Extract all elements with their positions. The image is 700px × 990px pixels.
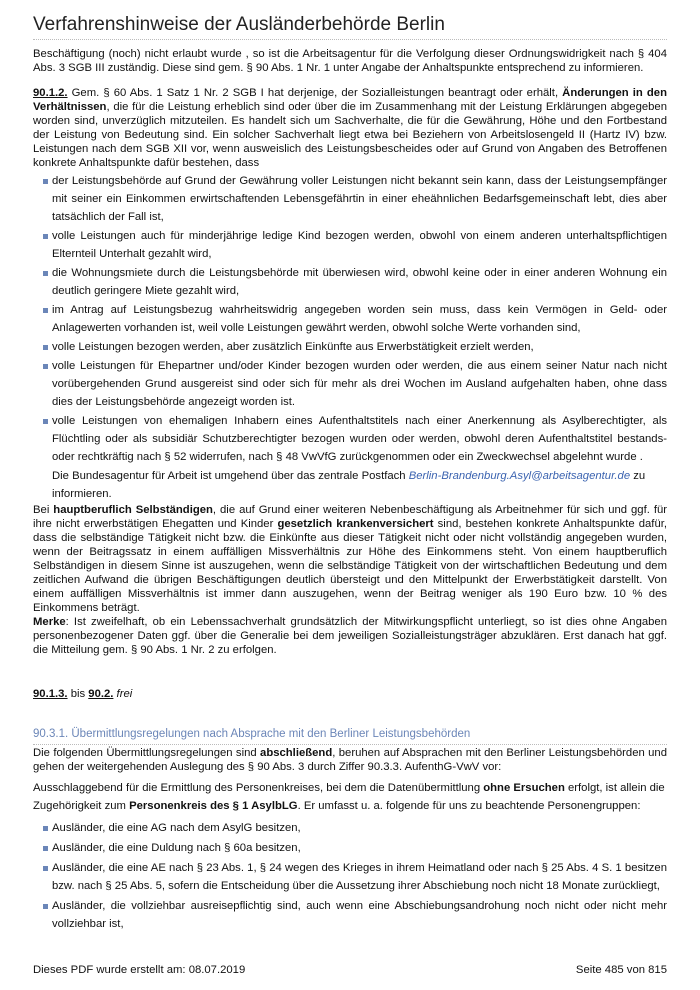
page-number: Seite 485 von 815 xyxy=(575,964,667,976)
document-page xyxy=(33,0,667,935)
list-item: volle Leistungen für Ehepartner und/oder Kinder bezogen wurden oder werden, die aus einem seiner Natur nach nicht vorübergehenden Grund ausgereist sind oder sich für mehr als drei Wochen im Ausland aufgehalten haben, ohne dass dies der Leistungsbehörde angezeigt worden ist. xyxy=(43,357,667,411)
bullet-icon xyxy=(43,271,48,276)
bullet-icon xyxy=(43,866,48,871)
list-item: im Antrag auf Leistungsbezug wahrheitswidrig angegeben worden sein muss, dass kein Vermögen in Geld- oder Anlagewerten vorhanden ist, weil volle Leistungen gewährt werden, obwohl solche Werte vorhanden sind, xyxy=(43,301,667,337)
section-90-1-3: 90.1.3. bis 90.2. frei xyxy=(33,688,133,700)
bullet-icon xyxy=(43,826,48,831)
list-item: die Wohnungsmiete durch die Leistungsbehörde mit überwiesen wird, obwohl keine oder in einer anderen Wohnung ein deutlich geringere Miete gezahlt wird, xyxy=(43,264,667,300)
section-ref: 90.1.2. xyxy=(33,87,68,99)
section-90-3-1-intro: Die folgenden Übermittlungsregelungen sind abschließend, beruhen auf Absprachen mit den Berliner Leistungsbehörden und gehen der weitergehenden Auslegung des § 90 Abs. 3 durch Ziffer 90.3.3. AufenthG-VwV vor: xyxy=(33,747,667,773)
bullet-icon xyxy=(43,234,48,239)
personengruppen-list xyxy=(33,819,667,933)
list-item: Ausländer, die eine AG nach dem AsylG besitzen, xyxy=(43,819,667,837)
list-item: der Leistungsbehörde auf Grund der Gewährung voller Leistungen nicht bekannt sein kann, dass der Leistungsempfänger mit seiner ein Einkommen erwirtschaftenden Lebensgefährtin in einer eheähnlichen Bedarfsgemeinschaft lebt, dies aber tatsächlich der Fall ist, xyxy=(43,172,667,226)
created-date: Dieses PDF wurde erstellt am: 08.07.2019 xyxy=(33,964,246,976)
bullet-icon xyxy=(43,904,48,909)
intro-paragraph: Beschäftigung (noch) nicht erlaubt wurde , so ist die Arbeitsagentur für die Verfolgung dieser Ordnungswidrigkeit nach § 404 Abs. 3 SGB III zuständig. Diese sind gem. § 90 Abs. 1 Nr. 1 unter Angabe der Anhaltspunkte entsprechend zu informieren. xyxy=(33,48,667,74)
list-item: Ausländer, die eine Duldung nach § 60a besitzen, xyxy=(43,839,667,857)
section-heading-90-3-1: 90.3.1. Übermittlungsregelungen nach Absprache mit den Berliner Leistungsbehörden xyxy=(33,727,667,745)
list-item: Ausländer, die vollziehbar ausreisepflichtig sind, auch wenn eine Abschiebungsandrohung noch nicht oder nicht mehr vollziehbar ist, xyxy=(43,897,667,933)
bullet-icon xyxy=(43,846,48,851)
email-link[interactable]: Berlin-Brandenburg.Asyl@arbeitsagentur.de xyxy=(408,470,631,482)
bullet-icon xyxy=(43,419,48,424)
selbstaendige-paragraph: Bei hauptberuflich Selbständigen, die auf Grund einer weiteren Nebenbeschäftigung als Arbeitnehmer für sich und ggf. für ihre nicht erwerbstätigen Ehegatten und Kinder gesetzlich krankenversichert sind, bestehen konkrete Anhaltspunkte dafür, dass die selbständige Tätigkeit nicht bzw. die Einkünfte aus dieser Tätigkeit nicht oder nicht vollständig angegeben wurden, wenn der Beitragssatz in einem auffälligen Missverhältnis zur Höhe des Einkommens steht. Von einem hauptberuflich Selbständigen in diesem Sinne ist auszugehen, wenn die selbständige Tätigkeit von der wirtschaftlichen Bedeutung und dem zeitlichen Aufwand die übrigen Beschäftigungen deutlich übersteigt und den Mittelpunkt der Erwerbstätigkeit darstellt. Von einem auffälligen Missverhältnis ist immer dann auszugehen, wenn der Beitrag weniger als 190 Euro bzw. 10 % des Einkommens beträgt. xyxy=(33,504,667,614)
personenkreis-paragraph: Ausschlaggebend für die Ermittlung des Personenkreises, bei dem die Datenübermittlung ohne Ersuchen erfolgt, ist allein die Zugehörigkeit zum Personenkreis des § 1 AsylbLG. Er umfasst u. a. folgende für uns zu beachtende Personengruppen: xyxy=(33,782,665,812)
list-item: volle Leistungen von ehemaligen Inhabern eines Aufenthaltstitels nach einer Anerkennung als Asylberechtigter, als Flüchtling oder als subsidiär Schutzberechtigter bezogen wurden oder werden, obwohl deren Aufenthaltstitel bestands- oder rechtkräftig nach § 52 widerrufen, nach § 48 VwVfG zurückgenommen oder ein Zweckwechsel abgelehnt wurde . xyxy=(43,412,667,466)
conditions-list xyxy=(33,172,667,503)
bullet-icon xyxy=(43,345,48,350)
page-title: Verfahrenshinweise der Ausländerbehörde Berlin xyxy=(33,13,667,40)
bullet-icon xyxy=(43,179,48,184)
list-item: volle Leistungen auch für minderjährige ledige Kind bezogen werden, obwohl von einem anderen unterhaltspflichtigen Elternteil Unterhalt gezahlt wird, xyxy=(43,227,667,263)
page-footer xyxy=(33,964,667,976)
section-90-1-2: 90.1.2. Gem. § 60 Abs. 1 Satz 1 Nr. 2 SGB I hat derjenige, der Sozialleistungen beantragt oder erhält, Änderungen in den Verhältnissen, die für die Leistung erheblich sind oder über die im Zusammenhang mit der Leistung Erklärungen abgegeben worden sind, unverzüglich mitzuteilen. Es handelt sich um Sachverhalte, die für die Gewährung, Höhe und den Fortbestand der Leistung von Bedeutung sind. Ein solcher Sachverhalt liegt etwa bei Beziehern von Arbeitslosengeld II (Hartz IV) bzw. Leistungen nach dem SGB XII vor, wenn ausweislich des Leistungsbescheides oder auf Grund von Angaben des Betroffenen konkrete Anhaltspunkte dafür bestehen, dass xyxy=(33,87,667,169)
agency-note: Die Bundesagentur für Arbeit ist umgehend über das zentrale Postfach Berlin-Brandenburg.Asyl@arbeitsagentur.de zu informieren. xyxy=(52,470,646,500)
merke-paragraph: Merke: Ist zweifelhaft, ob ein Lebenssachverhalt grundsätzlich der Mitwirkungspflicht unterliegt, so ist dies ohne Angaben personenbezogener Daten ggf. über die Generalie bei dem jeweiligen Sozialleistungsträger abzuklären. Erst danach hat ggf. die Mitteilung gem. § 90 Abs. 1 Nr. 2 zu erfolgen. xyxy=(33,616,667,656)
list-item: volle Leistungen bezogen werden, aber zusätzlich Einkünfte aus Erwerbstätigkeit erzielt werden, xyxy=(43,338,667,356)
bullet-icon xyxy=(43,364,48,369)
bullet-icon xyxy=(43,308,48,313)
list-item: Ausländer, die eine AE nach § 23 Abs. 1, § 24 wegen des Krieges in ihrem Heimatland oder nach § 25 Abs. 4 S. 1 besitzen bzw. nach § 25 Abs. 5, sofern die Entscheidung über die Aussetzung ihrer Abschiebung noch nicht 18 Monate zurückliegt, xyxy=(43,859,667,895)
